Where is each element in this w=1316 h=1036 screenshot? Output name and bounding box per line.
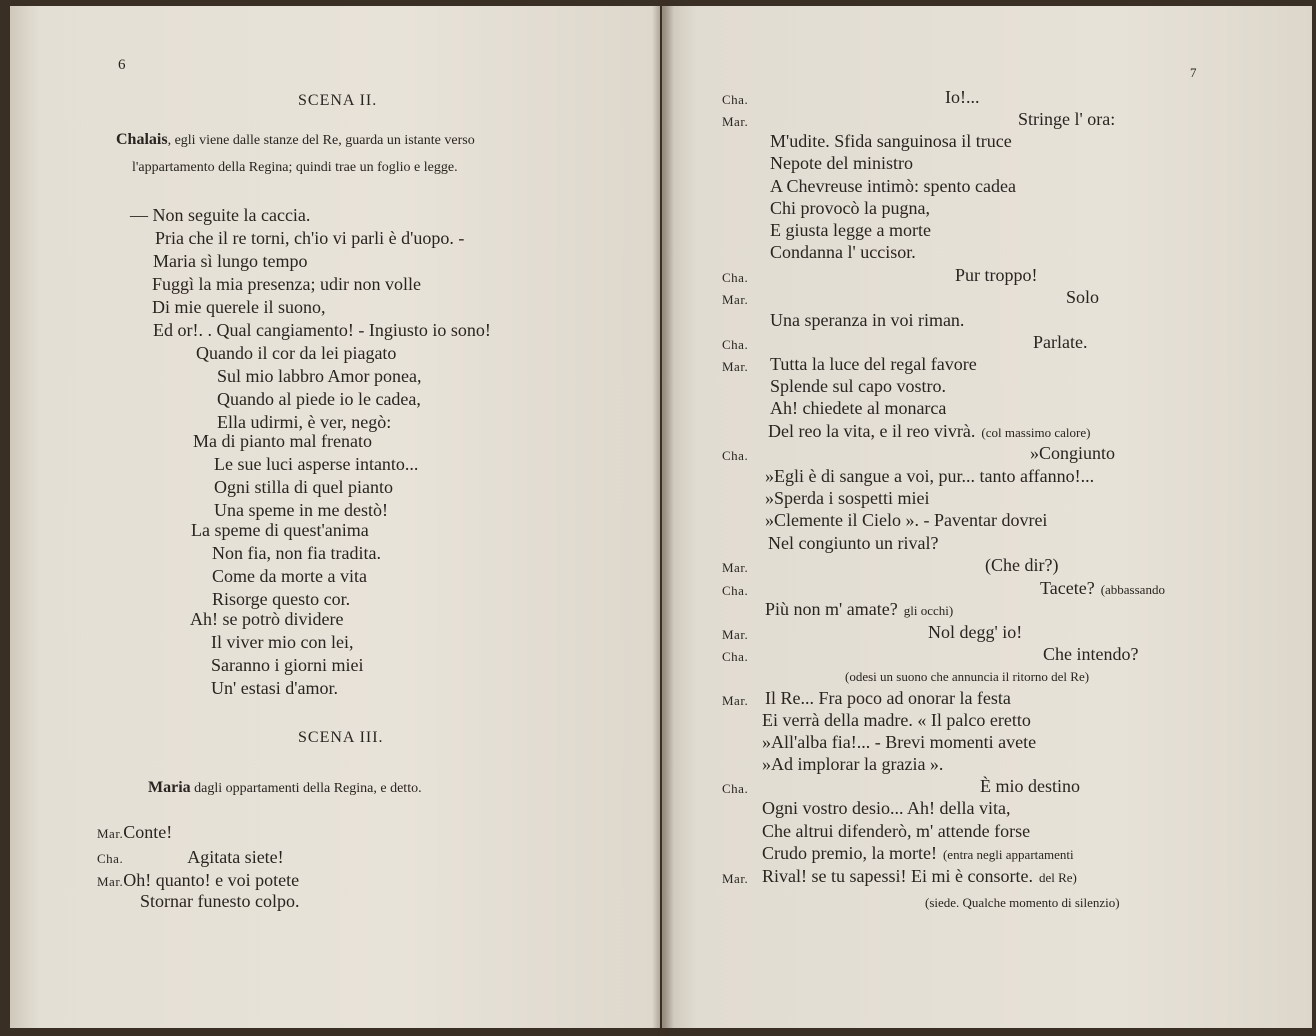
dialogue-text: Il Re... Fra poco ad onorar la festa (765, 688, 1011, 708)
dialogue-line (770, 130, 1012, 152)
speaker-label: Cha. (722, 270, 749, 285)
verse-line: Di mie querele il suono, (152, 297, 326, 317)
verse-line: Quando al piede io le cadea, (217, 389, 421, 409)
dialogue-line (765, 687, 1011, 709)
dialogue-text: Che altrui difenderò, m' attende forse (762, 821, 1031, 841)
dialogue-text: »Clemente il Cielo ». - Paventar dovrei (765, 510, 1048, 530)
scene-ii-heading: SCENA II. (298, 92, 378, 109)
dialogue-text: »Congiunto (1030, 443, 1116, 463)
dialogue-text: Pur troppo! (955, 265, 1038, 285)
stage-direction: (col massimo calore) (981, 425, 1091, 440)
dialogue-line (770, 152, 913, 174)
dialogue-line (770, 309, 964, 331)
speaker-label: Mar. (722, 693, 749, 708)
dialogue-text: Splende sul capo vostro. (770, 376, 946, 396)
dialogue-line (762, 865, 1077, 889)
verse-line: Pria che il re torni, ch'io vi parli è d'uopo. - (155, 228, 465, 248)
dialogue-text: Una speranza in voi riman. (770, 310, 965, 330)
dialogue-text: Stringe l' ora: (1018, 109, 1116, 129)
dialogue-line (765, 465, 1094, 487)
dialogue-line (770, 219, 931, 241)
dialogue-line (762, 797, 1010, 819)
dialogue-line (1040, 577, 1165, 601)
dialogue-line (770, 241, 916, 263)
dialogue-text: Oh! quanto! e voi potete (123, 870, 300, 890)
page-number-left: 6 (118, 57, 126, 73)
verse-line: Il viver mio con lei, (211, 632, 354, 652)
dialogue-line (955, 264, 1038, 286)
scene-iii-direction (148, 777, 422, 800)
verse-line: Sul mio labbro Amor ponea, (217, 366, 422, 386)
dialogue-text: Del reo la vita, e il reo vivrà. (768, 421, 976, 441)
dialogue-text: E giusta legge a morte (770, 220, 931, 240)
verse-line: Un' estasi d'amor. (211, 678, 338, 698)
dialogue-line (985, 554, 1058, 576)
speaker-label: Mar. (722, 560, 749, 575)
verse-line: Quando il cor da lei piagato (196, 343, 397, 363)
verse-line: Come da morte a vita (212, 566, 367, 586)
dialogue-text: Nepote del ministro (770, 153, 913, 173)
speaker-label: Cha. (722, 448, 749, 463)
dialogue-text: (Che dir?) (985, 555, 1059, 575)
dialogue-text: »Egli è di sangue a voi, pur... tanto affanno!... (765, 466, 1095, 486)
dialogue-text: Tacete? (1040, 578, 1095, 598)
dialogue-line (768, 420, 1090, 444)
dialogue-line (1043, 643, 1138, 665)
stage-direction: (odesi un suono che annuncia il ritorno del Re) (845, 669, 1090, 684)
dialogue-line (1033, 331, 1087, 353)
dialogue-line (762, 753, 943, 775)
dialogue-text: Io!... (945, 87, 980, 107)
direction-character-name: Maria (148, 779, 191, 796)
dialogue-line (770, 197, 930, 219)
dialogue-line (1066, 286, 1099, 308)
verse-line: Saranno i giorni miei (211, 655, 364, 675)
dialogue-text: È mio destino (980, 776, 1080, 796)
speaker-label: Mar. (722, 359, 749, 374)
dialogue-line (1030, 442, 1115, 464)
direction-text: dagli oppartamenti della Regina, e detto. (194, 781, 422, 796)
dialogue-line: Stornar funesto colpo. (140, 891, 300, 911)
dialogue-text: Ogni vostro desio... Ah! della vita, (762, 798, 1011, 818)
stage-direction: gli occhi) (903, 603, 954, 618)
dialogue-line (762, 842, 1074, 866)
dialogue-text: Tutta la luce del regal favore (770, 354, 977, 374)
direction-text: , egli viene dalle stanze del Re, guarda un istante verso (167, 133, 475, 148)
dialogue-text: Condanna l' uccisor. (770, 242, 916, 262)
verse-line: Ogni stilla di quel pianto (214, 477, 393, 497)
dialogue-line (762, 709, 1031, 731)
speaker-label: Cha. (722, 583, 749, 598)
speaker-label: Cha. (722, 649, 749, 664)
verse-line: Ma di pianto mal frenato (193, 431, 372, 451)
dialogue-line (97, 846, 284, 870)
dialogue-line (845, 664, 1089, 688)
book-gutter (652, 0, 674, 1036)
page-number-right: 7 (1190, 65, 1197, 80)
dialogue-line (770, 175, 1016, 197)
dialogue-line (980, 775, 1080, 797)
speaker-label: Mar. (97, 874, 124, 889)
dialogue-line (765, 598, 953, 622)
verse-line: Ah! se potrò dividere (190, 609, 344, 629)
verse-line: Ed or!. . Qual cangiamento! - Ingiusto io sono! (153, 320, 491, 340)
dialogue-line (765, 487, 929, 509)
stage-direction: (siede. Qualche momento di silenzio) (925, 895, 1120, 910)
dialogue-text: »All'alba fia!... - Brevi momenti avete (762, 732, 1037, 752)
speaker-label: Cha. (722, 781, 749, 796)
speaker-label: Mar. (97, 826, 124, 841)
verse-line: — Non seguite la caccia. (130, 205, 311, 225)
scene-iii-heading: SCENA III. (298, 729, 384, 746)
speaker-label: Cha. (722, 337, 749, 352)
speaker-label: Mar. (722, 627, 749, 642)
verse-line: Risorge questo cor. (212, 589, 351, 609)
speaker-label: Mar. (722, 114, 749, 129)
verse-line: Fuggì la mia presenza; udir non volle (152, 274, 421, 294)
dialogue-text: Crudo premio, la morte! (762, 843, 937, 863)
dialogue-text: Ah! chiedete al monarca (770, 398, 947, 418)
dialogue-text: Rival! se tu sapessi! Ei mi è consorte. (762, 866, 1033, 886)
dialogue-text: Ei verrà della madre. « Il palco eretto (762, 710, 1031, 730)
verse-line: Una speme in me destò! (214, 500, 388, 520)
dialogue-text: »Ad implorar la grazia ». (762, 754, 944, 774)
dialogue-text: Che intendo? (1043, 644, 1139, 664)
dialogue-text: Parlate. (1033, 332, 1088, 352)
dialogue-text: Nol degg' io! (928, 622, 1023, 642)
verse-line: Le sue luci asperse intanto... (214, 454, 419, 474)
dialogue-line (770, 353, 977, 375)
dialogue-text: M'udite. Sfida sanguinosa il truce (770, 131, 1012, 151)
dialogue-line (762, 820, 1030, 842)
scene-ii-direction-line-1 (116, 129, 475, 152)
dialogue-text: Chi provocò la pugna, (770, 198, 930, 218)
dialogue-text: Nel congiunto un rival? (768, 533, 939, 553)
dialogue-text: A Chevreuse intimò: spento cadea (770, 176, 1016, 196)
stage-direction: del Re) (1038, 870, 1077, 885)
verse-line: Maria sì lungo tempo (153, 251, 308, 271)
dialogue-line (945, 86, 980, 108)
dialogue-line (770, 397, 946, 419)
dialogue-line (762, 731, 1036, 753)
stage-direction: (abbassando (1100, 582, 1165, 597)
dialogue-text: Solo (1066, 287, 1100, 307)
dialogue-line (925, 890, 1120, 914)
stage-direction: (entra negli appartamenti (942, 847, 1074, 862)
dialogue-text: Più non m' amate? (765, 599, 898, 619)
dialogue-line (1018, 108, 1115, 130)
speaker-label: Mar. (722, 292, 749, 307)
speaker-label: Mar. (722, 871, 749, 886)
dialogue-line (768, 532, 938, 554)
verse-line: Ella udirmi, è ver, negò: (217, 412, 392, 432)
dialogue-line (770, 375, 946, 397)
speaker-label: Cha. (97, 851, 124, 866)
speaker-label: Cha. (722, 92, 749, 107)
verse-line: La speme di quest'anima (191, 520, 369, 540)
dialogue-text: Agitata siete! (187, 847, 284, 867)
dialogue-line (765, 509, 1047, 531)
dialogue-line (97, 821, 172, 845)
dialogue-text: Conte! (123, 822, 173, 842)
direction-character-name: Chalais (116, 131, 168, 148)
dialogue-line (928, 621, 1022, 643)
verse-line: Non fia, non fia tradita. (212, 543, 381, 563)
dialogue-text: »Sperda i sospetti miei (765, 488, 930, 508)
scene-ii-direction-line-2: l'appartamento della Regina; quindi trae un foglio e legge. (132, 160, 458, 175)
